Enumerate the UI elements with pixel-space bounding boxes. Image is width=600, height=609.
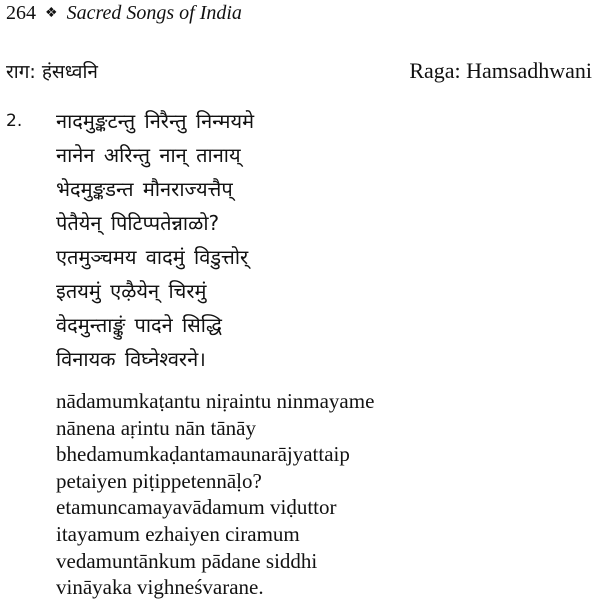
verse-line-devanagari: पेतैयेन् पिटिप्पतेन्नाळो? [56, 211, 220, 235]
raga-heading [6, 58, 592, 86]
verse-line-transliteration: vedamuntānkum pādane siddhi [56, 548, 318, 573]
verse-line-devanagari: भेदमुङ्कडन्त मौनराज्यत्तैप् [56, 177, 233, 201]
page-number: 264 [6, 2, 36, 24]
song-number: 2. [6, 111, 23, 131]
raga-name-devanagari: राग: हंसध्वनि [6, 61, 98, 83]
verse-line-devanagari: एतमुञ्चमय वादमुं विडुत्तोर् [56, 245, 249, 269]
verse-line-transliteration: nādamumkaṭantu niṛaintu ninmayame [56, 389, 375, 413]
verse-line-transliteration: itayamum ezhaiyen ciramum [56, 521, 300, 546]
verse-line-devanagari: विनायक विघ्नेश्वरने। [56, 347, 206, 371]
verse-line-transliteration: etamuncamayavādamum viḍuttor [56, 495, 337, 520]
diamond-ornament-icon: ❖ [45, 6, 58, 21]
verse-line-transliteration: nānena aṛintu nān tānāy [56, 415, 256, 440]
raga-name-roman: Raga: Hamsadhwani [409, 58, 592, 83]
verse-line-devanagari: नादमुङ्कटन्तु निरैन्तु निन्मयमे [56, 109, 255, 133]
devanagari-verse [56, 104, 586, 376]
verse-line-transliteration: vināyaka vighneśvarane. [56, 575, 264, 600]
verse-line-devanagari: इतयमुं एऴैयेन् चिरमुं [56, 279, 207, 303]
running-header [6, 2, 242, 25]
verse-line-transliteration: petaiyen piṭippetennāḷo? [56, 468, 262, 493]
verse-line-devanagari: नानेन अरिन्तु नान् तानाय् [56, 143, 241, 167]
verse-line-devanagari: वेदमुन्ताङ्कुं पादने सिद्धि [56, 313, 222, 337]
verse-line-transliteration: bhedamumkaḍantamaunarājyattaip [56, 442, 350, 467]
transliterated-verse [56, 388, 586, 601]
book-title: Sacred Songs of India [66, 2, 242, 24]
